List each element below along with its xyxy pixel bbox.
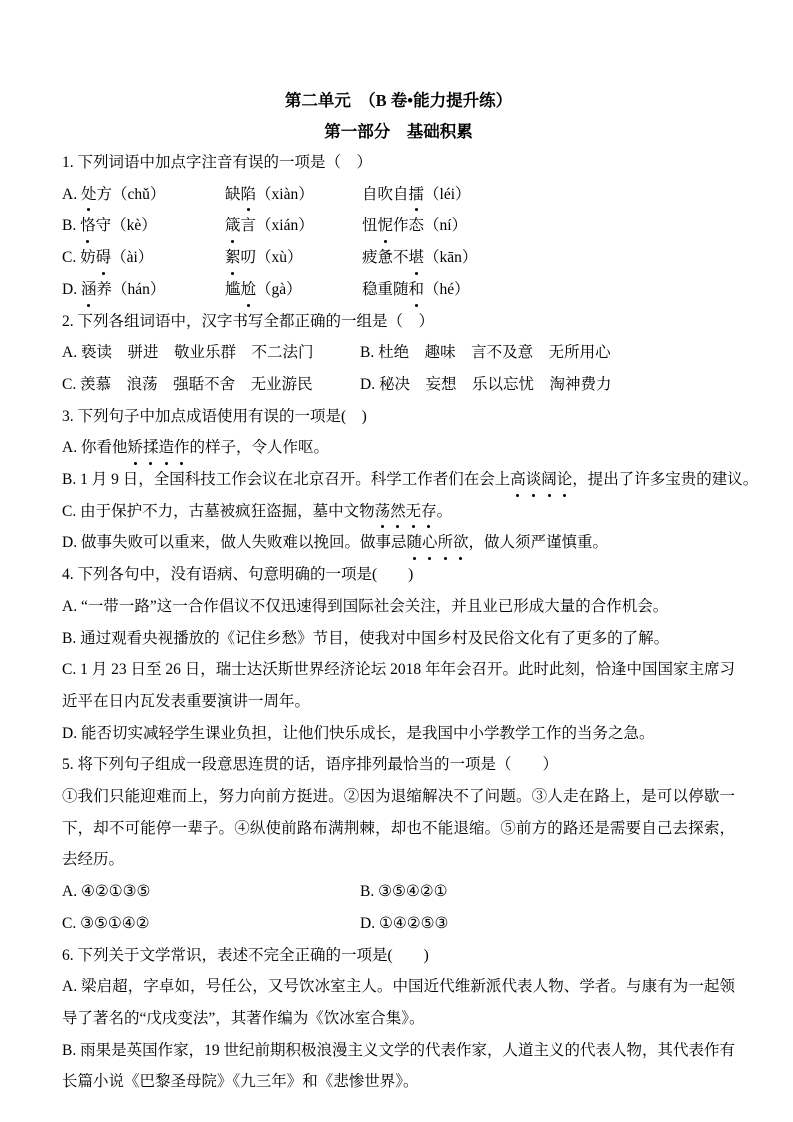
emphasized-char: 存 — [421, 496, 437, 528]
text-run: 叨（xù） — [240, 249, 303, 267]
emphasized-char: 堪 — [409, 242, 425, 274]
emphasized-char: 箴 — [225, 210, 241, 242]
option-cell — [362, 274, 470, 306]
question-6-option-b: B. 雨果是英国作家，19 世纪前期积极浪漫主义文学的代表作家，人道主义的代表人物，其代表作有长篇小说《巴黎圣母院》《九三年》和《悲惨世界》。 — [62, 1041, 735, 1091]
text-run: （xiàn） — [256, 185, 314, 203]
text-run: 妨 — [80, 249, 96, 267]
text-run: D. 秘决 妄想 乐以忘忧 淘神费力 — [360, 375, 612, 393]
question-4 — [62, 559, 735, 749]
emphasized-char: 怩 — [378, 210, 394, 242]
text-run: B. ③⑤④②① — [360, 883, 448, 901]
emphasized-char: 涵 — [81, 274, 97, 306]
option-row — [62, 876, 735, 908]
text-run: 稳重随 — [362, 280, 409, 298]
emphasized-char: 欲 — [453, 527, 469, 559]
text-run: 尴 — [225, 280, 241, 298]
question-4-option-b: B. 通过观看央视播放的《记住乡愁》节目，使我对中国乡村及民俗文化有了更多的了解。 — [62, 629, 670, 647]
question-6 — [62, 940, 735, 1099]
option-row — [62, 337, 735, 369]
text-run: 忸 — [362, 217, 378, 235]
text-run: 。 — [436, 502, 453, 520]
text-run: （kān） — [424, 249, 478, 267]
option-cell — [62, 908, 360, 940]
option-cell — [62, 242, 225, 274]
text-run: 方（chǔ） — [96, 185, 166, 203]
question-4-option-d: D. 能否切实减轻学生课业负担，让他们快乐成长，是我国中小学教学工作的当务之急。 — [62, 724, 655, 742]
question-2-stem: 2. 下列各组词语中，汉字书写全都正确的一组是（ ） — [62, 312, 435, 330]
section-heading: 第一部分 基础积累 — [324, 122, 473, 141]
text-run: A. 亵读 骈进 敬业乐群 不二法门 — [62, 344, 314, 362]
option-row — [62, 369, 735, 401]
text-run: 的样子，令人作呕。 — [189, 439, 330, 457]
text-run: C. — [62, 249, 81, 267]
text-run: C. ③⑤①④② — [62, 914, 150, 932]
option-cell — [62, 876, 360, 908]
emphasized-char: 论 — [557, 464, 573, 496]
question-3 — [62, 401, 759, 560]
text-run: 自吹自 — [362, 185, 409, 203]
option-cell — [360, 908, 448, 940]
emphasized-char: 谈 — [526, 464, 542, 496]
question-1-stem: 1. 下列词语中加点字注音有误的一项是（ ） — [62, 154, 373, 171]
text-run: A. ④②①③⑤ — [62, 883, 151, 901]
option-cell — [362, 179, 471, 211]
text-run: D. 做事失败可以重来，做人失败难以挽回。做事忌 — [62, 534, 407, 552]
question-3-option-c — [62, 496, 735, 528]
emphasized-char: 作 — [174, 432, 190, 464]
text-run: ，提出了许多宝贵的建议。 — [572, 471, 759, 489]
option-cell — [362, 242, 477, 274]
option-row — [62, 179, 735, 211]
question-5 — [62, 749, 735, 939]
text-run: 作态（ní） — [393, 217, 468, 235]
text-run: B. — [62, 217, 81, 235]
emphasized-char: 擂 — [409, 179, 425, 211]
emphasized-char: 高 — [510, 464, 526, 496]
option-cell — [360, 337, 611, 369]
text-run: D. — [62, 280, 81, 298]
text-run: D. ①④②⑤③ — [360, 914, 449, 932]
emphasized-char: 阔 — [541, 464, 557, 496]
option-cell — [225, 274, 362, 306]
option-row — [62, 210, 735, 242]
option-row — [62, 274, 735, 306]
text-run: B. 杜绝 趣味 言不及意 无所用心 — [360, 344, 611, 362]
emphasized-char: 心 — [422, 527, 438, 559]
emphasized-char: 处 — [81, 179, 97, 211]
option-row — [62, 242, 735, 274]
option-cell — [62, 337, 360, 369]
question-1 — [62, 147, 735, 306]
emphasized-char: 然 — [390, 496, 406, 528]
question-5-options — [62, 876, 735, 939]
page-title: 第二单元 （B 卷•能力提升练） — [284, 91, 513, 110]
option-cell — [62, 210, 225, 242]
text-run: C. 由于保护不力，古墓被疯狂盗掘，墓中文物 — [62, 502, 375, 520]
question-3-stem: 3. 下列句子中加点成语使用有误的一项是( ) — [62, 407, 367, 425]
text-run: （gà） — [256, 280, 302, 298]
emphasized-char: 揉 — [143, 432, 159, 464]
text-run: B. 1 月 9 日，全国科技工作会议在北京召开。科学工作者们在会上 — [62, 471, 511, 489]
question-3-option-d — [62, 527, 735, 559]
question-2 — [62, 306, 735, 401]
text-run: A. 你看他 — [62, 439, 128, 457]
question-3-option-b — [62, 464, 759, 496]
text-run: （hé） — [424, 280, 470, 298]
emphasized-char: 随 — [406, 527, 422, 559]
question-6-option-a: A. 梁启超，字卓如，号任公，又号饮冰室主人。中国近代维新派代表人物、学者。与康有为一起领导了著名的“戊戌变法”，其著作编为《饮冰室合集》。 — [62, 978, 735, 1027]
text-run: （ài） — [111, 249, 154, 267]
option-cell — [225, 242, 362, 274]
emphasized-char: 荡 — [375, 496, 391, 528]
option-cell — [62, 369, 360, 401]
emphasized-char: 陷 — [241, 179, 257, 211]
question-6-stem: 6. 下列关于文学常识，表述不完全正确的一项是( ) — [62, 946, 429, 964]
emphasized-char: 尬 — [241, 274, 257, 306]
option-cell — [225, 179, 362, 211]
question-1-options — [62, 179, 735, 306]
text-run: 言（xián） — [240, 217, 314, 235]
option-cell — [360, 876, 448, 908]
emphasized-char: 所 — [437, 527, 453, 559]
emphasized-char: 造 — [158, 432, 174, 464]
emphasized-char: 絮 — [225, 242, 241, 274]
emphasized-char: 碍 — [96, 242, 112, 274]
emphasized-char: 矫 — [127, 432, 143, 464]
text-run: C. 羡慕 浪荡 强聒不舍 无业游民 — [62, 375, 313, 393]
text-run: 缺 — [225, 185, 241, 203]
text-run: 守（kè） — [95, 217, 157, 235]
text-run: 疲惫不 — [362, 249, 409, 267]
question-4-option-a: A. “一带一路”这一合作倡议不仅迅速得到国际社会关注，并且业已形成大量的合作机会。 — [62, 597, 669, 615]
option-cell — [62, 274, 225, 306]
option-cell — [362, 210, 467, 242]
option-row — [62, 908, 735, 940]
question-4-option-c: C. 1 月 23 日至 26 日，瑞士达沃斯世界经济论坛 2018 年年会召开。此时此刻，恰逢中国国家主席习近平在日内瓦发表重要演讲一周年。 — [62, 661, 735, 710]
option-cell — [225, 210, 362, 242]
emphasized-char: 和 — [409, 274, 425, 306]
emphasized-char: 无 — [406, 496, 422, 528]
text-run: 养（hán） — [96, 280, 166, 298]
option-cell — [360, 369, 611, 401]
text-run: A. — [62, 185, 81, 203]
emphasized-char: 恪 — [80, 210, 96, 242]
question-4-stem: 4. 下列各句中，没有语病、句意明确的一项是( ) — [62, 566, 414, 584]
option-cell — [62, 179, 225, 211]
question-3-option-a — [62, 432, 735, 464]
text-run: ，做人须严谨慎重。 — [468, 534, 609, 552]
text-run: （léi） — [424, 185, 471, 203]
question-2-options — [62, 337, 735, 400]
question-5-passage: ①我们只能迎难而上，努力向前方挺进。②因为退缩解决不了问题。③人走在路上，是可以停歇一下，却不可能停一辈子。④纵使前路布满荆棘，却也不能退缩。⑤前方的路还是需要自己去探索，去经历。 — [62, 788, 735, 869]
question-5-stem: 5. 将下列句子组成一段意思连贯的话，语序排列最恰当的一项是（ ） — [62, 756, 559, 774]
